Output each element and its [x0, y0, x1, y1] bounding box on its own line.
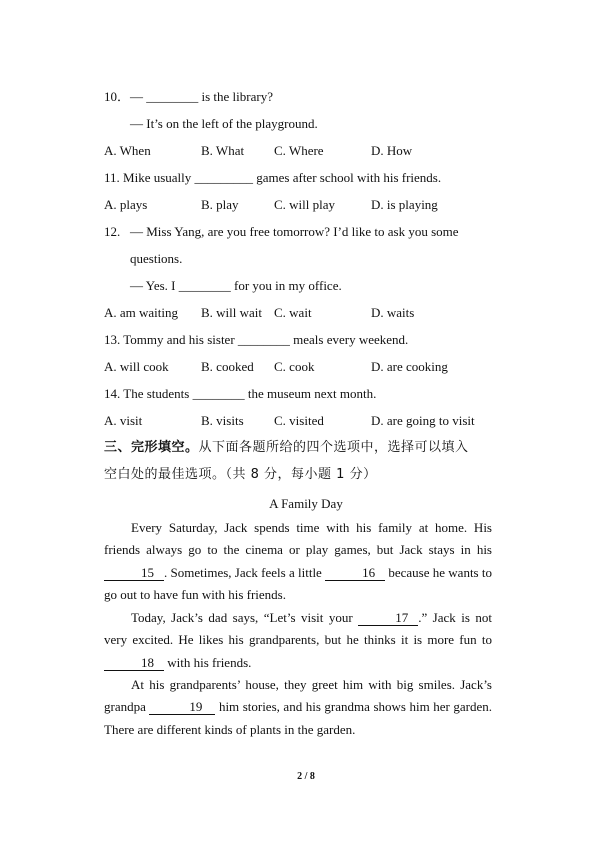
p2-text-b: .” Jack is not very excited. He likes his grandparents, but he thinks it is more fun to	[104, 610, 493, 648]
q14-option-b: B. visits	[201, 413, 244, 428]
p3-text-b: him stories, and his grandma shows him her garden. There are different kinds of plants in the garden.	[104, 699, 492, 737]
blank-19: 19	[149, 700, 215, 715]
passage-paragraph-3	[104, 674, 492, 741]
q13-option-b: B. cooked	[201, 359, 254, 374]
q11-option-d: D. is playing	[371, 197, 438, 212]
p2-text-c: with his friends.	[164, 654, 252, 670]
q11-options	[104, 197, 524, 213]
q14-stem: 14. The students ________ the museum next month.	[104, 386, 377, 401]
passage-paragraph-2	[104, 607, 492, 674]
q12-options	[104, 305, 524, 321]
q12-option-c: C. wait	[274, 305, 312, 320]
q10-option-d: D. How	[371, 143, 413, 158]
p1-text-b: . Sometimes, Jack feels a little	[164, 564, 326, 580]
q12-answer-line: — Yes. I ________ for you in my office.	[130, 278, 342, 293]
q10-option-b: B. What	[201, 143, 245, 158]
q13-option-c: C. cook	[274, 359, 315, 374]
blank-16: 16	[325, 566, 385, 581]
q10-answer-line: — It’s on the left of the playground.	[130, 116, 318, 131]
p1-text-a: Every Saturday, Jack spends time with his family at home. His friends always go to the cinema or play games, but Jack stays in his	[104, 520, 492, 558]
section-instruction-1: 从下面各题所给的四个选项中，选择可以填入	[198, 440, 469, 455]
q14-option-c: C. visited	[274, 413, 324, 428]
page-number: 2 / 8	[297, 771, 315, 782]
p3-text-a: At his grandparents’ house, they greet him with big smiles. Jack’s grandpa	[104, 677, 492, 715]
q13-options	[104, 359, 524, 375]
section-instruction-2: 空白处的最佳选项。（共 8 分，每小题 1 分）	[104, 467, 377, 482]
q12-stem: 12. — Miss Yang, are you free tomorrow? I’d like to ask you some	[104, 224, 459, 239]
q10-option-c: C. Where	[274, 143, 324, 158]
q11-option-c: C. will play	[274, 197, 336, 212]
p1-text-c: because he wants to go out to have fun with his friends.	[104, 564, 492, 603]
q10-stem: 10．— ________ is the library?	[104, 89, 273, 104]
q12-option-d: D. waits	[371, 305, 415, 320]
passage-title: A Family Day	[269, 496, 343, 511]
section-title: 三、完形填空。	[104, 440, 199, 455]
q13-option-d: D. are cooking	[371, 359, 448, 374]
passage-paragraph-1	[104, 517, 492, 607]
q14-options	[104, 413, 524, 429]
blank-18: 18	[104, 656, 164, 671]
q10-options	[104, 143, 524, 159]
q11-option-b: B. play	[201, 197, 239, 212]
q13-option-a: A. will cook	[104, 359, 169, 374]
q11-option-a: A. plays	[104, 197, 148, 212]
blank-17: 17	[358, 611, 418, 626]
p2-text-a: Today, Jack’s dad says, “Let’s visit your	[131, 610, 359, 625]
q12-stem-continued: questions.	[130, 251, 183, 266]
q14-option-a: A. visit	[104, 413, 143, 428]
section-heading	[104, 440, 469, 456]
q13-stem: 13. Tommy and his sister ________ meals every weekend.	[104, 332, 409, 347]
q12-option-b: B. will wait	[201, 305, 263, 320]
q12-option-a: A. am waiting	[104, 305, 179, 320]
q10-option-a: A. When	[104, 143, 151, 158]
q11-stem: 11. Mike usually _________ games after school with his friends.	[104, 170, 442, 185]
q14-option-d: D. are going to visit	[371, 413, 475, 428]
blank-15: 15	[104, 566, 164, 581]
